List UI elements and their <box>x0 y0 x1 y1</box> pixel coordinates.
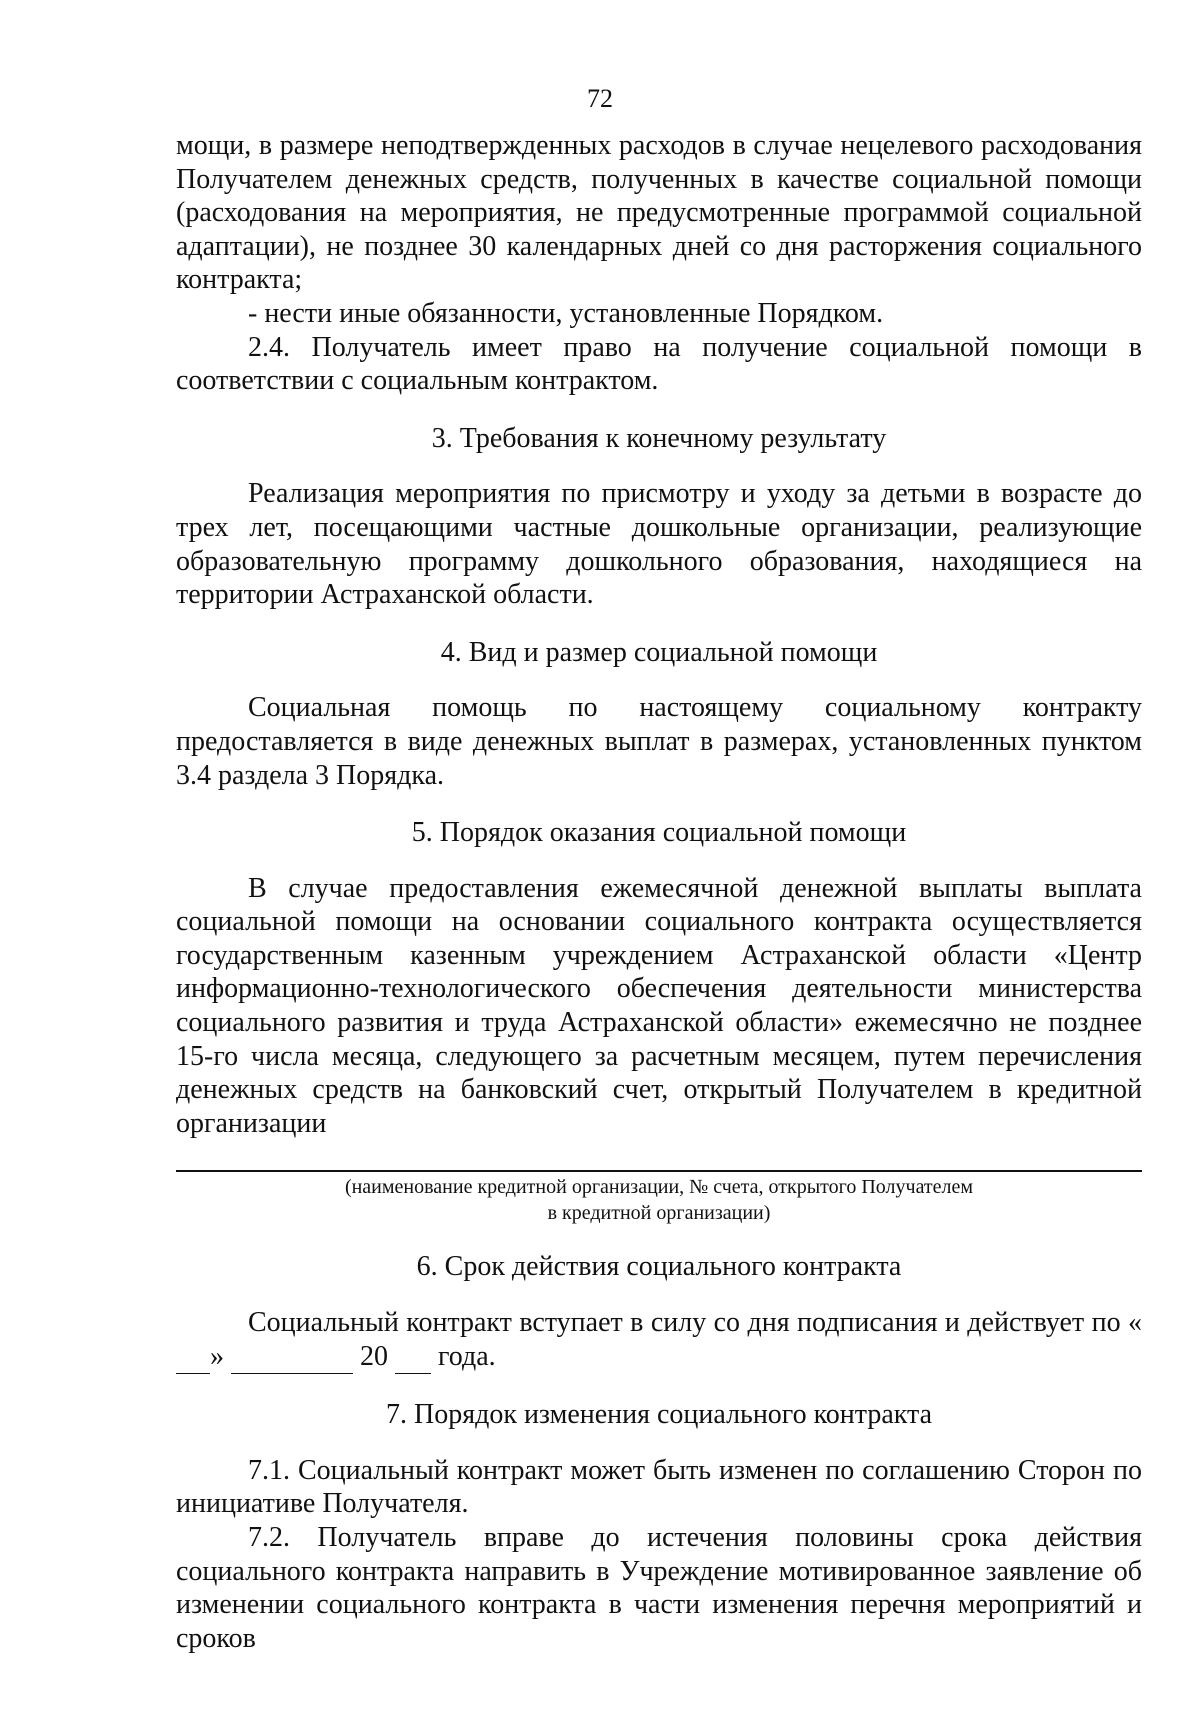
page-number: 72 <box>587 84 613 113</box>
month-blank <box>231 1340 353 1375</box>
continued-paragraph: мощи, в размере неподтвержденных расходов в случае нецелевого расходования Получателем денежных средств, полученных в качестве социальной помощи (расходования на мероприятия, не предусмотренные программой социальной адаптации), не позднее 30 календарных дней со дня расторжения социального контракта; <box>176 130 1142 296</box>
document-body <box>176 129 1142 1655</box>
section-3-heading: 3. Требования к конечному результату <box>431 422 887 454</box>
clause-7-1: 7.1. Социальный контракт может быть изменен по соглашению Сторон по инициативе Получателя. <box>176 1454 1142 1520</box>
day-blank <box>176 1340 210 1375</box>
section-5-heading: 5. Порядок оказания социальной помощи <box>411 817 907 849</box>
fill-in-caption-line-2: в кредитной организации) <box>547 1202 771 1225</box>
section-4-heading: 4. Вид и размер социальной помощи <box>440 636 878 668</box>
section-6-text <box>176 1306 1142 1374</box>
clause-7-2: 7.2. Получатель вправе до истечения половины срока действия социального контракта направить в Учреждение мотивированное заявление об изменении социального контракта в части изменения перечня мероприятий и сроков <box>176 1522 1142 1654</box>
fill-in-line <box>176 1170 1142 1172</box>
year-prefix: 20 <box>360 1340 388 1372</box>
obligation-item: - нести иные обязанности, установленные Порядком. <box>248 297 884 329</box>
section-6-text-start: Социальный контракт вступает в силу со дня подписания и действует по « <box>248 1307 1142 1339</box>
section-4-text: Социальная помощь по настоящему социальному контракту предоставляется в виде денежных выплат в размерах, установленных пунктом 3.4 раздела 3 Порядка. <box>176 692 1142 791</box>
section-6-heading: 6. Срок действия социального контракта <box>416 1251 902 1283</box>
clause-2-4: 2.4. Получатель имеет право на получение социальной помощи в соответствии с социальным контрактом. <box>176 331 1142 397</box>
fill-in-caption-line-1: (наименование кредитной организации, № счета, открытого Получателем <box>344 1176 974 1199</box>
section-7-heading: 7. Порядок изменения социального контракта <box>386 1399 932 1431</box>
section-3-text: Реализация мероприятия по присмотру и уходу за детьми в возрасте до трех лет, посещающими частные дошкольные организации, реализующие образовательную программу дошкольного образования, находящиеся на территории Астраханской области. <box>176 478 1142 611</box>
section-6-text-end: года. <box>438 1340 496 1372</box>
section-5-text: В случае предоставления ежемесячной денежной выплаты выплата социальной помощи на основании социального контракта осуществляется государственным казенным учреждением Астраханской области «Центр информационно-технологического обеспечения деятельности министерства социального развития и труда Астраханской области» ежемесячно не позднее 15-го числа месяца, следующего за расчетным месяцем, путем перечисления денежных средств на банковский счет, открытый Получателем в кредитной организации <box>176 872 1142 1139</box>
year-blank <box>395 1340 431 1375</box>
quote-close: » <box>210 1340 224 1372</box>
